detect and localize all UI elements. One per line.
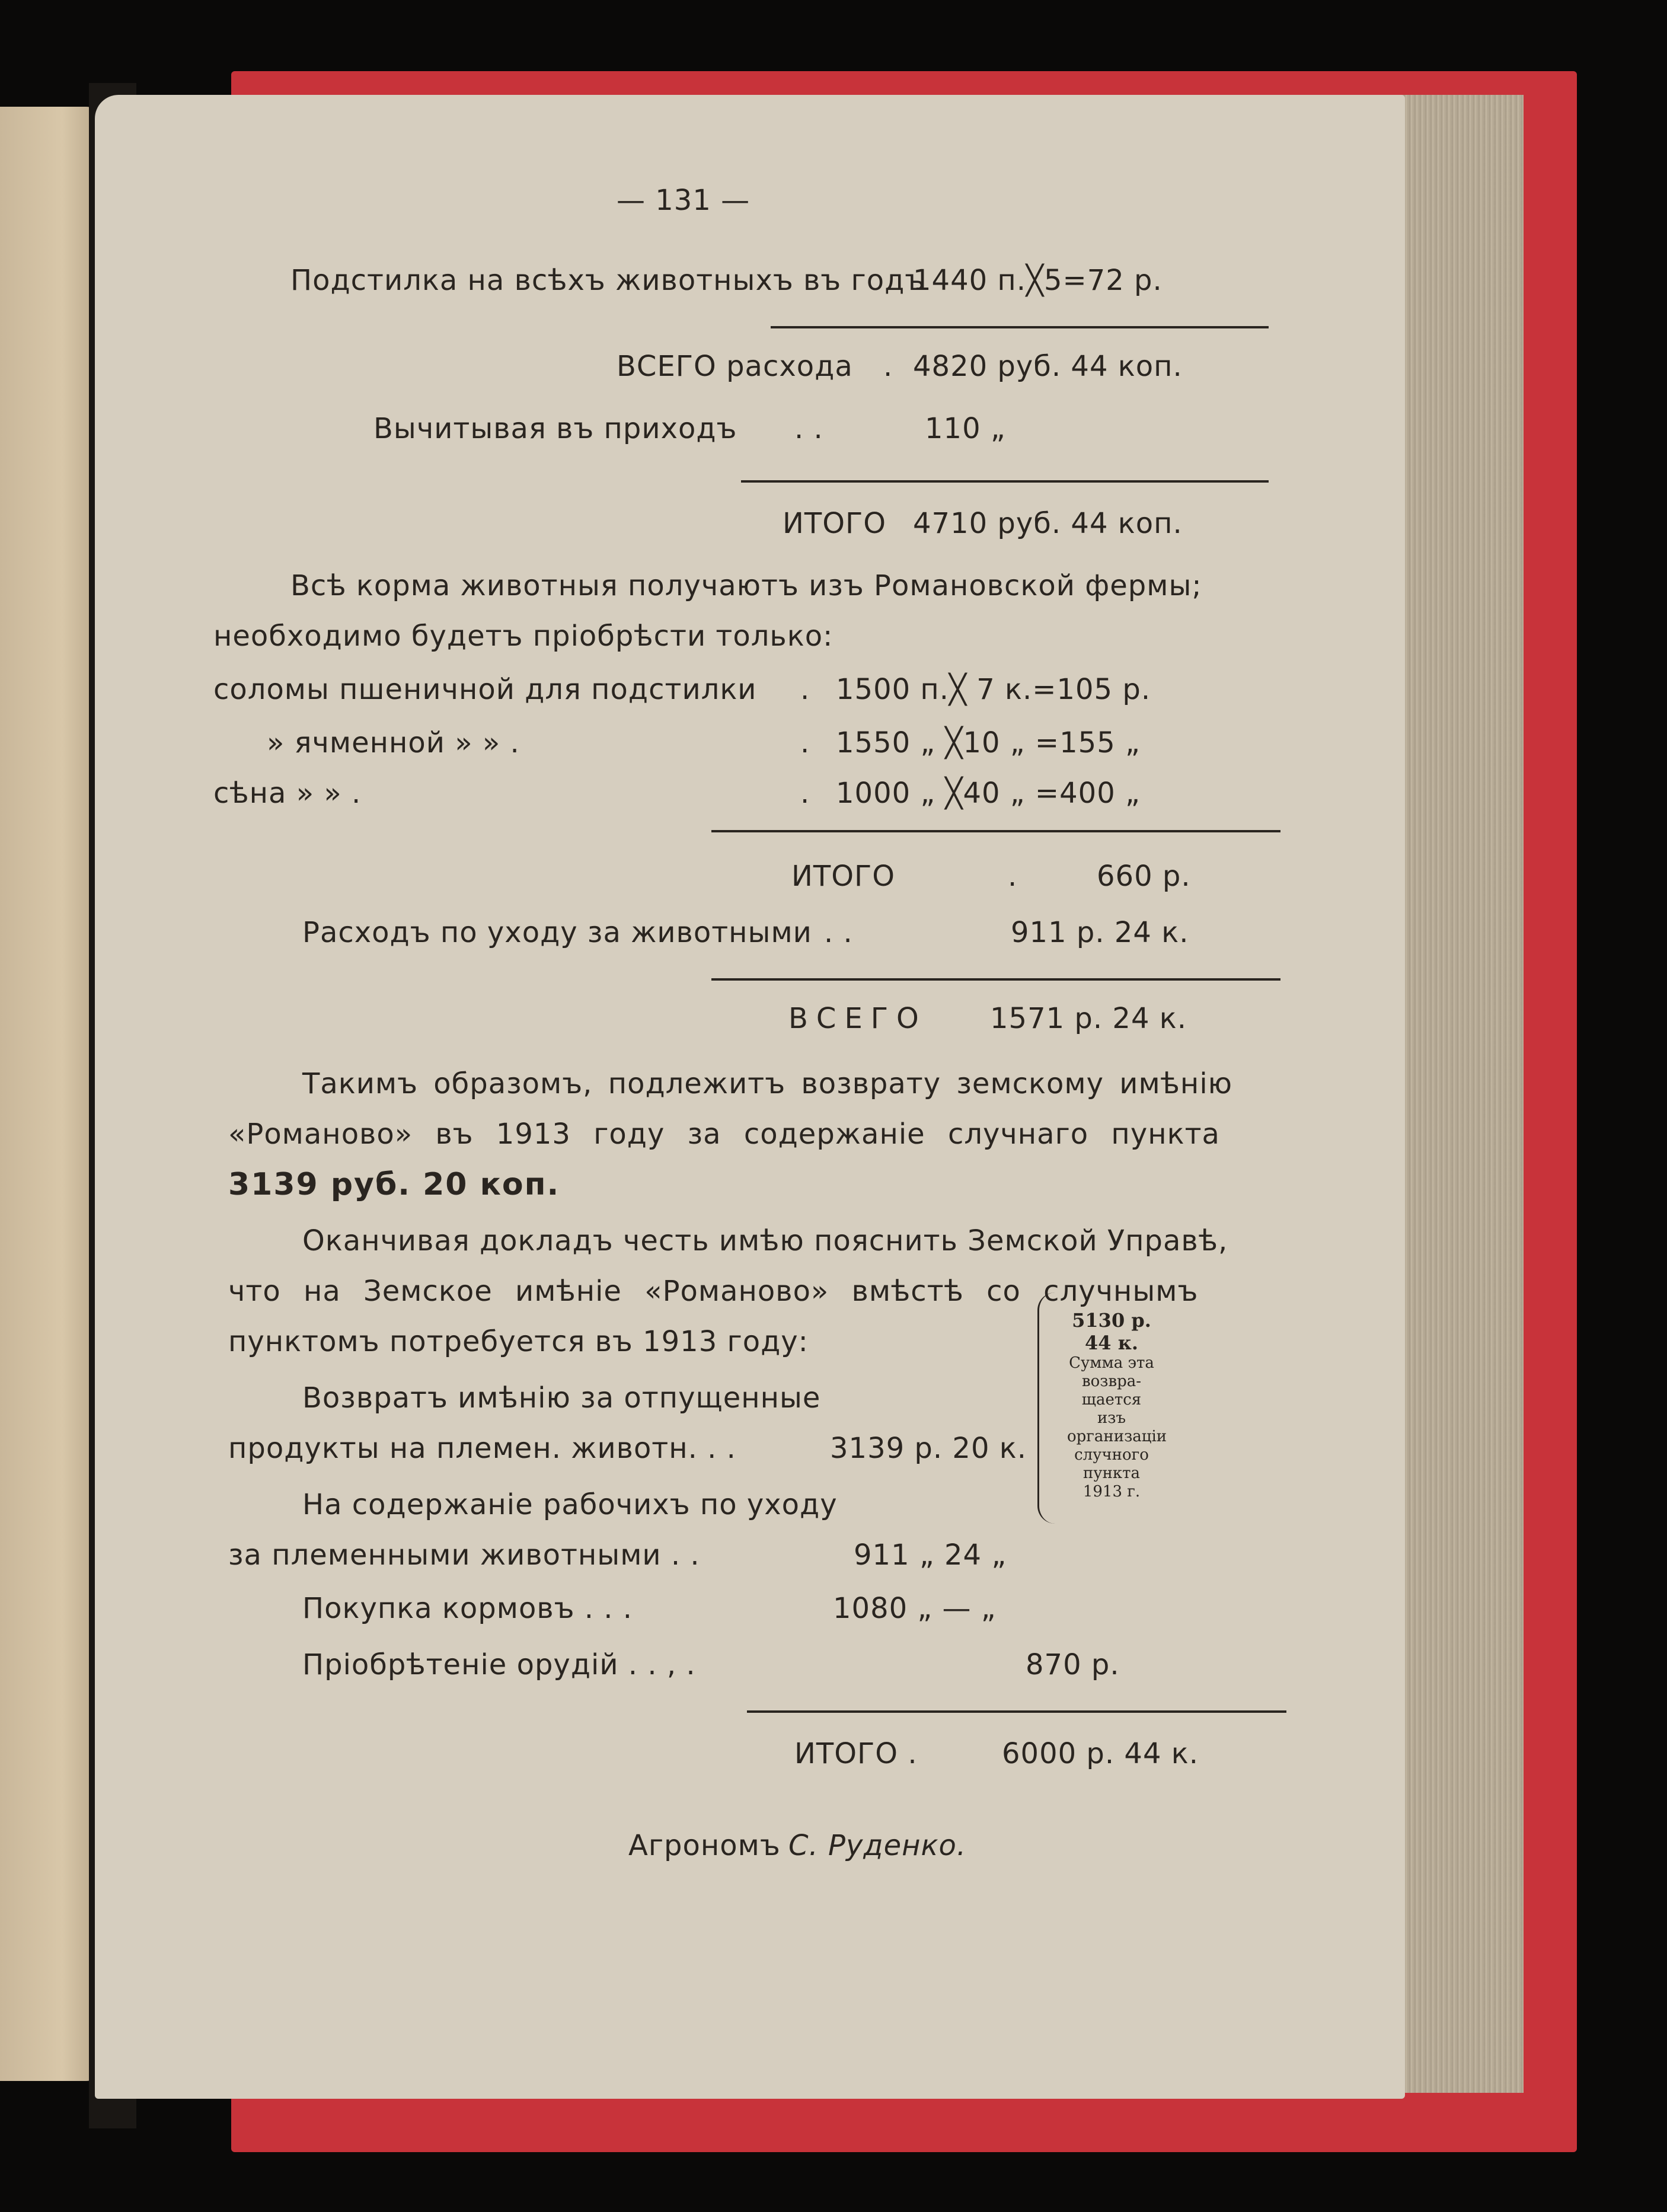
signature-title: Агрономъ [628,1829,781,1862]
vsego-label: ВСЕГО [788,1002,927,1035]
paragraph1-line1: Всѣ корма животныя получаютъ изъ Романовской фермы; [290,569,1202,602]
total-expense-label: ВСЕГО расхода [617,350,853,383]
total-expense-dot: . [883,350,893,383]
brace-bracket [1037,1292,1063,1524]
return-label-line2: продукты на племен. животн. . . [228,1432,736,1465]
signature-name: С. Руденко. [788,1829,967,1862]
side-note-line: 1913 г. [1082,1483,1141,1501]
care-expense-dots: . . [824,916,853,949]
return-value: 3139 р. 20 к. [830,1432,1027,1465]
rule-4 [711,978,1280,981]
side-note-amount-rub: 5130 р. [1072,1309,1151,1332]
itogo-2-dot: . [1008,860,1018,893]
side-note-line: случного [1074,1446,1149,1464]
paragraph2-line2: «Романово» въ 1913 году за содержаніе случнаго пункта [228,1118,1220,1151]
feed-purchase-label: Покупка кормовъ . . . [302,1592,633,1625]
feed-row-value: 1500 п.╳ 7 к.=105 р. [836,673,1151,706]
vsego-value: 1571 р. 24 к. [990,1002,1187,1035]
itogo-2-label: ИТОГО [791,860,896,893]
paragraph2-amount: 3139 руб. 20 коп. [228,1167,560,1202]
care-expense-value: 911 р. 24 к. [1011,916,1189,949]
workers-label-line2: за племенными животными . . [228,1538,700,1572]
bedding-value: 1440 п.╳5=72 р. [913,264,1163,297]
feed-row-label: сѣна » » . [213,777,362,810]
side-note-line: пункта [1082,1464,1141,1482]
itogo-1-label: ИТОГО [783,507,887,540]
feed-row-dots: . [800,726,810,759]
deduct-dots: . . [794,412,823,445]
paragraph3-line3: пунктомъ потребуется въ 1913 году: [228,1325,809,1358]
side-note-amount-kop: 44 к. [1085,1332,1138,1354]
itogo-1-value: 4710 руб. 44 коп. [913,507,1183,540]
return-label-line1: Возвратъ имѣнію за отпущенные [302,1381,821,1415]
paragraph3-line2: что на Земское имѣніе «Романово» вмѣстѣ со случнымъ [228,1275,1199,1308]
workers-label-line1: На содержаніе рабочихъ по уходу [302,1488,838,1521]
page-number: — 131 — [617,184,751,217]
side-note-line: Сумма эта [1069,1354,1154,1372]
feed-row-dots: . [800,673,810,706]
side-note-line: возвра- [1081,1372,1142,1390]
side-note-line: организаціи [1067,1428,1167,1445]
care-expense-label: Расходъ по уходу за животными [302,916,812,949]
paragraph3-line1: Оканчивая докладъ честь имѣю пояснить Земской Управѣ, [302,1224,1228,1257]
rule-3 [711,830,1280,832]
paragraph2-line1: Такимъ образомъ, подлежитъ возврату земскому имѣнію [302,1067,1233,1100]
workers-value: 911 „ 24 „ [854,1538,1007,1572]
deduct-label: Вычитывая въ приходъ [373,412,737,445]
deduct-value: 110 „ [925,412,1006,445]
itogo-final-value: 6000 р. 44 к. [1002,1737,1199,1770]
tools-label: Пріобрѣтеніе орудій . . , . [302,1648,696,1681]
feed-row-dots: . [800,777,810,810]
feed-purchase-value: 1080 „ — „ [833,1592,997,1625]
document-page [95,95,1405,2099]
rule-1 [771,326,1269,328]
itogo-2-value: 660 р. [1097,860,1191,893]
side-note [1067,1309,1167,1501]
paragraph1-line2: необходимо будетъ пріобрѣсти только: [213,620,834,653]
total-expense-value: 4820 руб. 44 коп. [913,350,1183,383]
feed-row-value: 1550 „ ╳10 „ =155 „ [836,726,1141,759]
itogo-final-label: ИТОГО . [794,1737,918,1770]
bedding-label: Подстилка на всѣхъ животныхъ въ годъ [290,264,926,297]
rule-5 [747,1710,1286,1713]
feed-row-label: » ячменной » » . [267,726,520,759]
left-page-edge [0,107,104,2081]
side-note-line: щается изъ [1081,1391,1142,1427]
feed-row-label: соломы пшеничной для подстилки [213,673,757,706]
feed-row-value: 1000 „ ╳40 „ =400 „ [836,777,1141,810]
rule-2 [741,480,1269,483]
tools-value: 870 р. [1026,1648,1120,1681]
